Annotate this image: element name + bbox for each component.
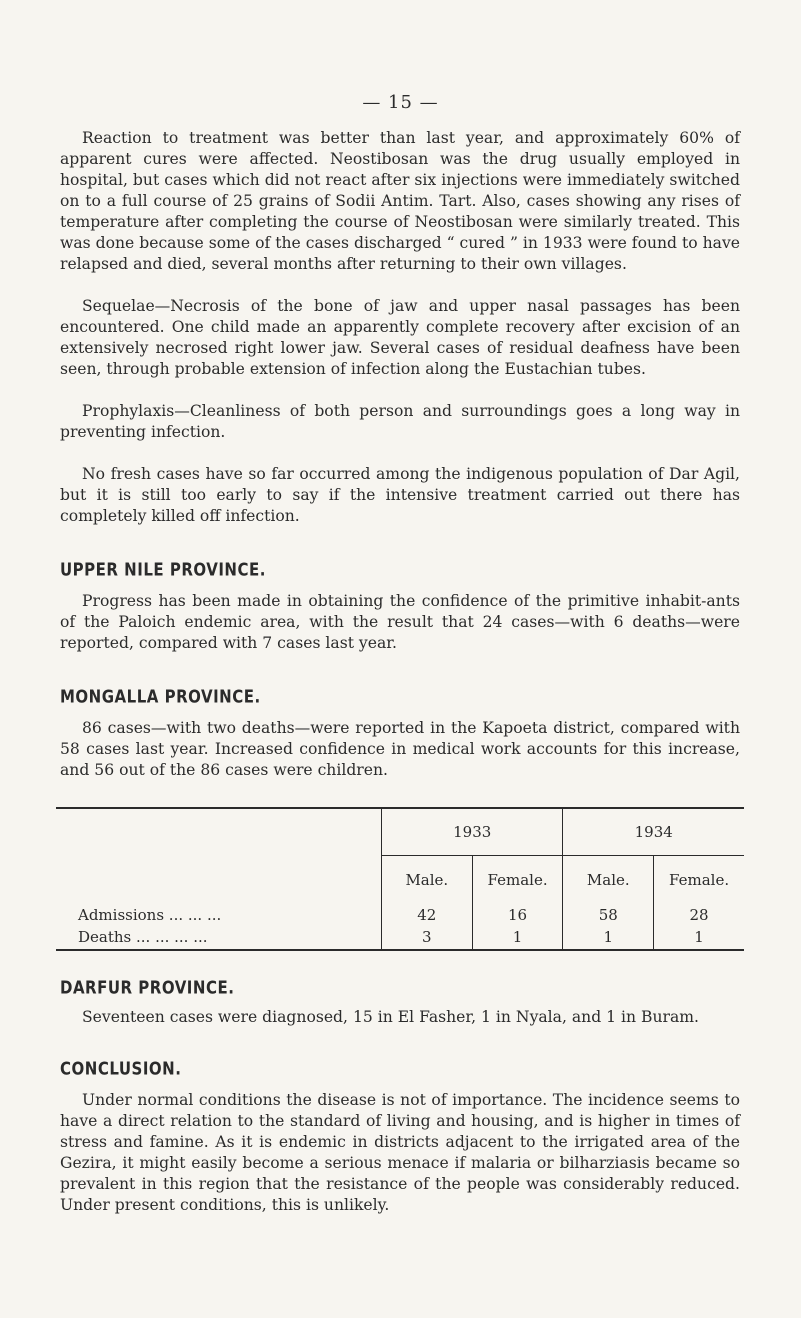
table-cell: 1 bbox=[563, 925, 654, 950]
table-row bbox=[56, 925, 744, 950]
sex-header-1934-female: Female. bbox=[654, 856, 744, 905]
sex-header-1934-male: Male. bbox=[563, 856, 654, 905]
paragraph-dar-agil: No fresh cases have so far occurred among the indigenous population of Dar Agil, but it is still too early to say if the intensive treatment carried out there has completely killed off infection. bbox=[60, 465, 740, 525]
paragraph-upper-nile: Progress has been made in obtaining the confidence of the primitive inhabit-ants of the Paloich endemic area, with the result that 24 cases—with 6 deaths—were reported, compared with 7 cases last year. bbox=[60, 592, 740, 652]
table-cell: 1 bbox=[472, 925, 563, 950]
table-row bbox=[56, 904, 744, 925]
cases-table bbox=[56, 807, 744, 951]
sex-header-1933-male: Male. bbox=[381, 856, 472, 905]
paragraph-mongalla: 86 cases—with two deaths—were reported in the Kapoeta district, compared with 58 cases last year. Increased confidence in medical work accounts for this increase, and 56 out of the 86 cases were children. bbox=[60, 719, 740, 779]
heading-upper-nile: UPPER NILE PROVINCE. bbox=[60, 558, 266, 581]
paragraph-prophylaxis: Prophylaxis—Cleanliness of both person and surroundings goes a long way in preventing infection. bbox=[60, 402, 740, 441]
paragraph-darfur: Seventeen cases were diagnosed, 15 in El Fasher, 1 in Nyala, and 1 in Buram. bbox=[82, 1008, 700, 1026]
year-header-1933: 1933 bbox=[381, 808, 562, 856]
table-cell: 28 bbox=[654, 904, 744, 925]
table-cell: 58 bbox=[563, 904, 654, 925]
row-label-deaths: Deaths ... ... ... ... bbox=[78, 928, 208, 946]
sex-header-1933-female: Female. bbox=[472, 856, 563, 905]
table-cell: 3 bbox=[381, 925, 472, 950]
heading-darfur: DARFUR PROVINCE. bbox=[60, 976, 235, 999]
table-cell: 1 bbox=[654, 925, 744, 950]
paragraph-reaction: Reaction to treatment was better than last year, and approximately 60% of apparent cures were affected. Neostibosan was the drug usually employed in hospital, but cases which did not react after six injections were immediately switched on to a full course of 25 grains of Sodii Antim. Tart. Also, cases showing any rises of temperature after completing the course of Neostibosan were similarly treated. This was done because some of the cases discharged “ cured ” in 1933 were found to have relapsed and died, several months after returning to their own villages. bbox=[60, 129, 740, 273]
table-cell: 16 bbox=[472, 904, 563, 925]
heading-conclusion: CONCLUSION. bbox=[60, 1057, 182, 1080]
year-header-1934: 1934 bbox=[563, 808, 744, 856]
table-cell: 42 bbox=[381, 904, 472, 925]
table-corner bbox=[56, 808, 381, 904]
paragraph-conclusion: Under normal conditions the disease is not of importance. The incidence seems to have a direct relation to the standard of living and housing, and is higher in times of stress and famine. As it is endemic in districts adjacent to the irrigated area of the Gezira, it might easily become a serious menace if malaria or bilharziasis became so prevalent in this region that the resistance of the people was considerably reduced. Under present conditions, this is unlikely. bbox=[60, 1091, 740, 1214]
heading-mongalla: MONGALLA PROVINCE. bbox=[60, 685, 261, 708]
row-label-admissions: Admissions ... ... ... bbox=[78, 905, 222, 924]
page-number: — 15 — bbox=[362, 92, 439, 113]
paragraph-sequelae: Sequelae—Necrosis of the bone of jaw and upper nasal passages has been encountered. One child made an apparently complete recovery after excision of an extensively necrosed right lower jaw. Several cases of residual deafness have been seen, through probable extension of infection along the Eustachian tubes. bbox=[60, 297, 740, 378]
page-body bbox=[60, 128, 740, 1216]
